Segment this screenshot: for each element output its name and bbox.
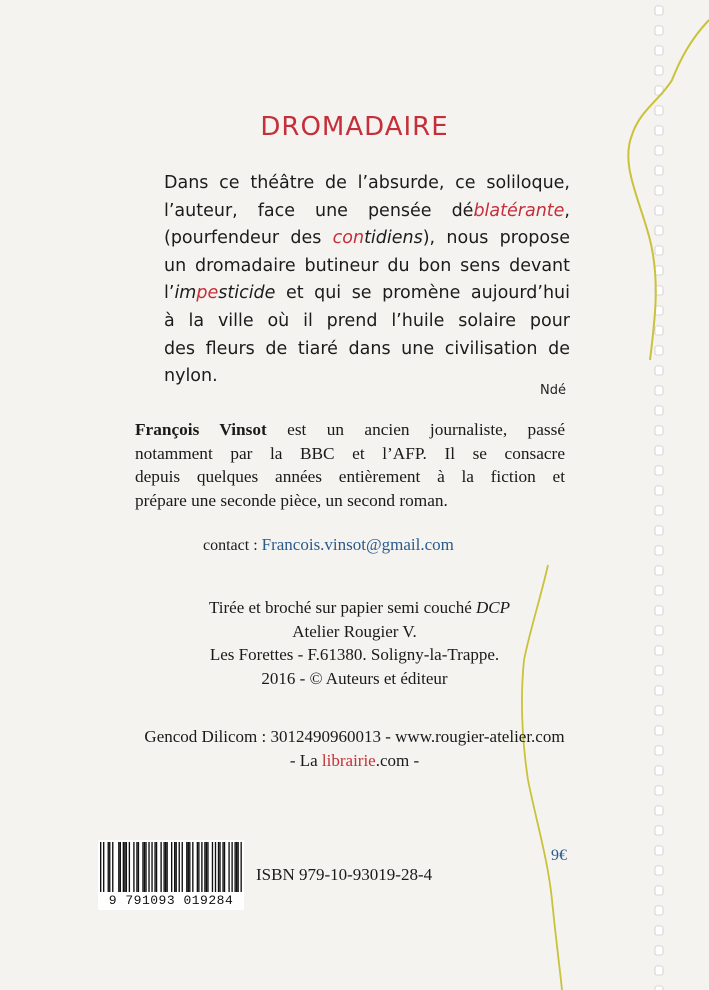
barcode-bar	[171, 842, 172, 892]
stitch	[655, 346, 663, 355]
isbn-number: ISBN 979-10-93019-28-4	[256, 865, 433, 884]
barcode-bar	[123, 842, 124, 892]
book-title: DROMADAIRE	[260, 112, 449, 142]
barcode-digits: 9 791093 019284	[108, 893, 234, 908]
stitch	[655, 866, 663, 875]
barcode-bar	[215, 842, 216, 892]
blurb-line: l’auteur, face une pensée déblatérante,	[164, 200, 570, 221]
barcode-bar	[224, 842, 225, 892]
blurb-line: (pourfendeur des contidiens), nous propose	[164, 228, 570, 249]
blurb-signature: Ndé	[540, 383, 566, 398]
barcode-bar	[136, 842, 137, 892]
barcode	[98, 840, 244, 910]
barcode-bar	[174, 842, 175, 892]
bio-line: depuis quelques années entièrement à la fiction et	[135, 467, 565, 486]
barcode-bar	[145, 842, 146, 892]
barcode-bar	[144, 842, 145, 892]
blurb-line: des fleurs de tiaré dans une civilisation de	[164, 338, 570, 359]
stitch	[655, 446, 663, 455]
stitch	[655, 86, 663, 95]
barcode-bar	[186, 842, 187, 892]
barcode-bar	[108, 842, 109, 892]
blurb-line: à la ville où il prend l’huile solaire pour	[164, 310, 570, 331]
barcode-bar	[154, 842, 155, 892]
barcode-bar	[192, 842, 193, 892]
bio-line: prépare une seconde pièce, un second roman.	[135, 490, 448, 510]
stitch	[655, 786, 663, 795]
stitch	[655, 386, 663, 395]
barcode-bar	[219, 842, 220, 892]
stitch	[655, 366, 663, 375]
bio-line: François Vinsot est un ancien journaliste, passé	[135, 420, 565, 439]
barcode-bar	[109, 842, 110, 892]
stitch	[655, 506, 663, 515]
gencod-block	[0, 725, 709, 772]
barcode-bar	[212, 842, 213, 892]
stitch	[655, 546, 663, 555]
blurb-line: un dromadaire butineur du bon sens devant	[164, 255, 570, 276]
wordplay-highlight: con	[332, 228, 365, 249]
stitch	[655, 326, 663, 335]
stitch	[655, 986, 663, 990]
contact-email: Francois.vinsot@gmail.com	[261, 535, 454, 554]
gencod-line: Gencod Dilicom : 3012490960013 - www.rougier-atelier.com	[144, 727, 565, 746]
stitch	[655, 886, 663, 895]
stitch	[655, 166, 663, 175]
stitch	[655, 246, 663, 255]
barcode-bar	[148, 842, 149, 892]
barcode-bar	[197, 842, 198, 892]
stitch	[655, 186, 663, 195]
barcode-bar	[182, 842, 183, 892]
stitch	[655, 706, 663, 715]
barcode-bar	[124, 842, 125, 892]
barcode-bar	[201, 842, 202, 892]
blurb-paragraph	[164, 170, 570, 391]
blurb-line: nylon.	[164, 366, 218, 387]
stitch	[655, 926, 663, 935]
colophon-line: Atelier Rougier V.	[292, 621, 417, 641]
barcode-bar	[120, 842, 121, 892]
barcode-bar	[138, 842, 139, 892]
colophon	[0, 596, 709, 690]
barcode-bar	[100, 842, 101, 892]
barcode-bar	[118, 842, 119, 892]
author-bio	[135, 418, 565, 512]
stitch	[655, 66, 663, 75]
stitch	[655, 266, 663, 275]
barcode-bar	[231, 842, 232, 892]
barcode-bar	[126, 842, 127, 892]
barcode-bar	[189, 842, 190, 892]
stitch	[655, 406, 663, 415]
contact-line	[203, 535, 454, 555]
barcode-bar	[112, 842, 113, 892]
barcode-bar	[206, 842, 207, 892]
barcode-bar	[166, 842, 167, 892]
stitch	[655, 146, 663, 155]
colophon-line: Tirée et broché sur papier semi couché DCP	[208, 598, 511, 617]
stitch	[655, 806, 663, 815]
barcode-bar	[240, 842, 241, 892]
barcode-bar	[228, 842, 229, 892]
barcode-bar	[237, 842, 238, 892]
stitch	[655, 6, 663, 15]
barcode-bars	[100, 842, 242, 892]
colophon-line: 2016 - © Auteurs et éditeur	[261, 668, 448, 688]
barcode-bar	[133, 842, 134, 892]
stitch	[655, 966, 663, 975]
stitch	[655, 306, 663, 315]
barcode-bar	[234, 842, 235, 892]
barcode-bar	[218, 842, 219, 892]
barcode-bar	[179, 842, 180, 892]
stitch	[655, 586, 663, 595]
stitch	[655, 46, 663, 55]
barcode-bar	[176, 842, 177, 892]
barcode-bar	[160, 842, 161, 892]
stitch	[655, 906, 663, 915]
stitch	[655, 426, 663, 435]
bio-line: notamment par la BBC et l’AFP. Il se consacre	[135, 443, 565, 463]
stitch	[655, 846, 663, 855]
author-name: François Vinsot	[135, 420, 267, 439]
sewing-stitches	[652, 0, 666, 990]
barcode-bar	[156, 842, 157, 892]
barcode-bar	[207, 842, 208, 892]
barcode-bar	[142, 842, 143, 892]
barcode-bar	[204, 842, 205, 892]
barcode-bar	[188, 842, 189, 892]
stitch	[655, 826, 663, 835]
barcode-bar	[236, 842, 237, 892]
stitch	[655, 206, 663, 215]
barcode-bar	[163, 842, 164, 892]
wordplay-highlight: pe	[196, 283, 219, 304]
barcode-bar	[198, 842, 199, 892]
blurb-line: Dans ce théâtre de l’absurde, ce soliloque,	[164, 173, 570, 193]
barcode-bar	[222, 842, 223, 892]
barcode-bar	[165, 842, 166, 892]
stitch	[655, 946, 663, 955]
barcode-bar	[103, 842, 104, 892]
barcode-bar	[129, 842, 130, 892]
stitch	[655, 466, 663, 475]
stitch	[655, 486, 663, 495]
stitch	[655, 226, 663, 235]
price-label: 9€	[551, 847, 567, 864]
contact-label: contact :	[203, 537, 258, 554]
barcode-bar	[151, 842, 152, 892]
stitch	[655, 286, 663, 295]
stitch	[655, 26, 663, 35]
wordplay-highlight: blatérante	[473, 200, 565, 221]
blurb-line: l’impesticide et qui se promène aujourd’hui	[164, 283, 570, 304]
librairie-line: - La librairie.com -	[289, 750, 420, 770]
colophon-line: Les Forettes - F.61380. Soligny-la-Trappe.	[209, 645, 500, 664]
stitch	[655, 526, 663, 535]
stitch	[655, 566, 663, 575]
